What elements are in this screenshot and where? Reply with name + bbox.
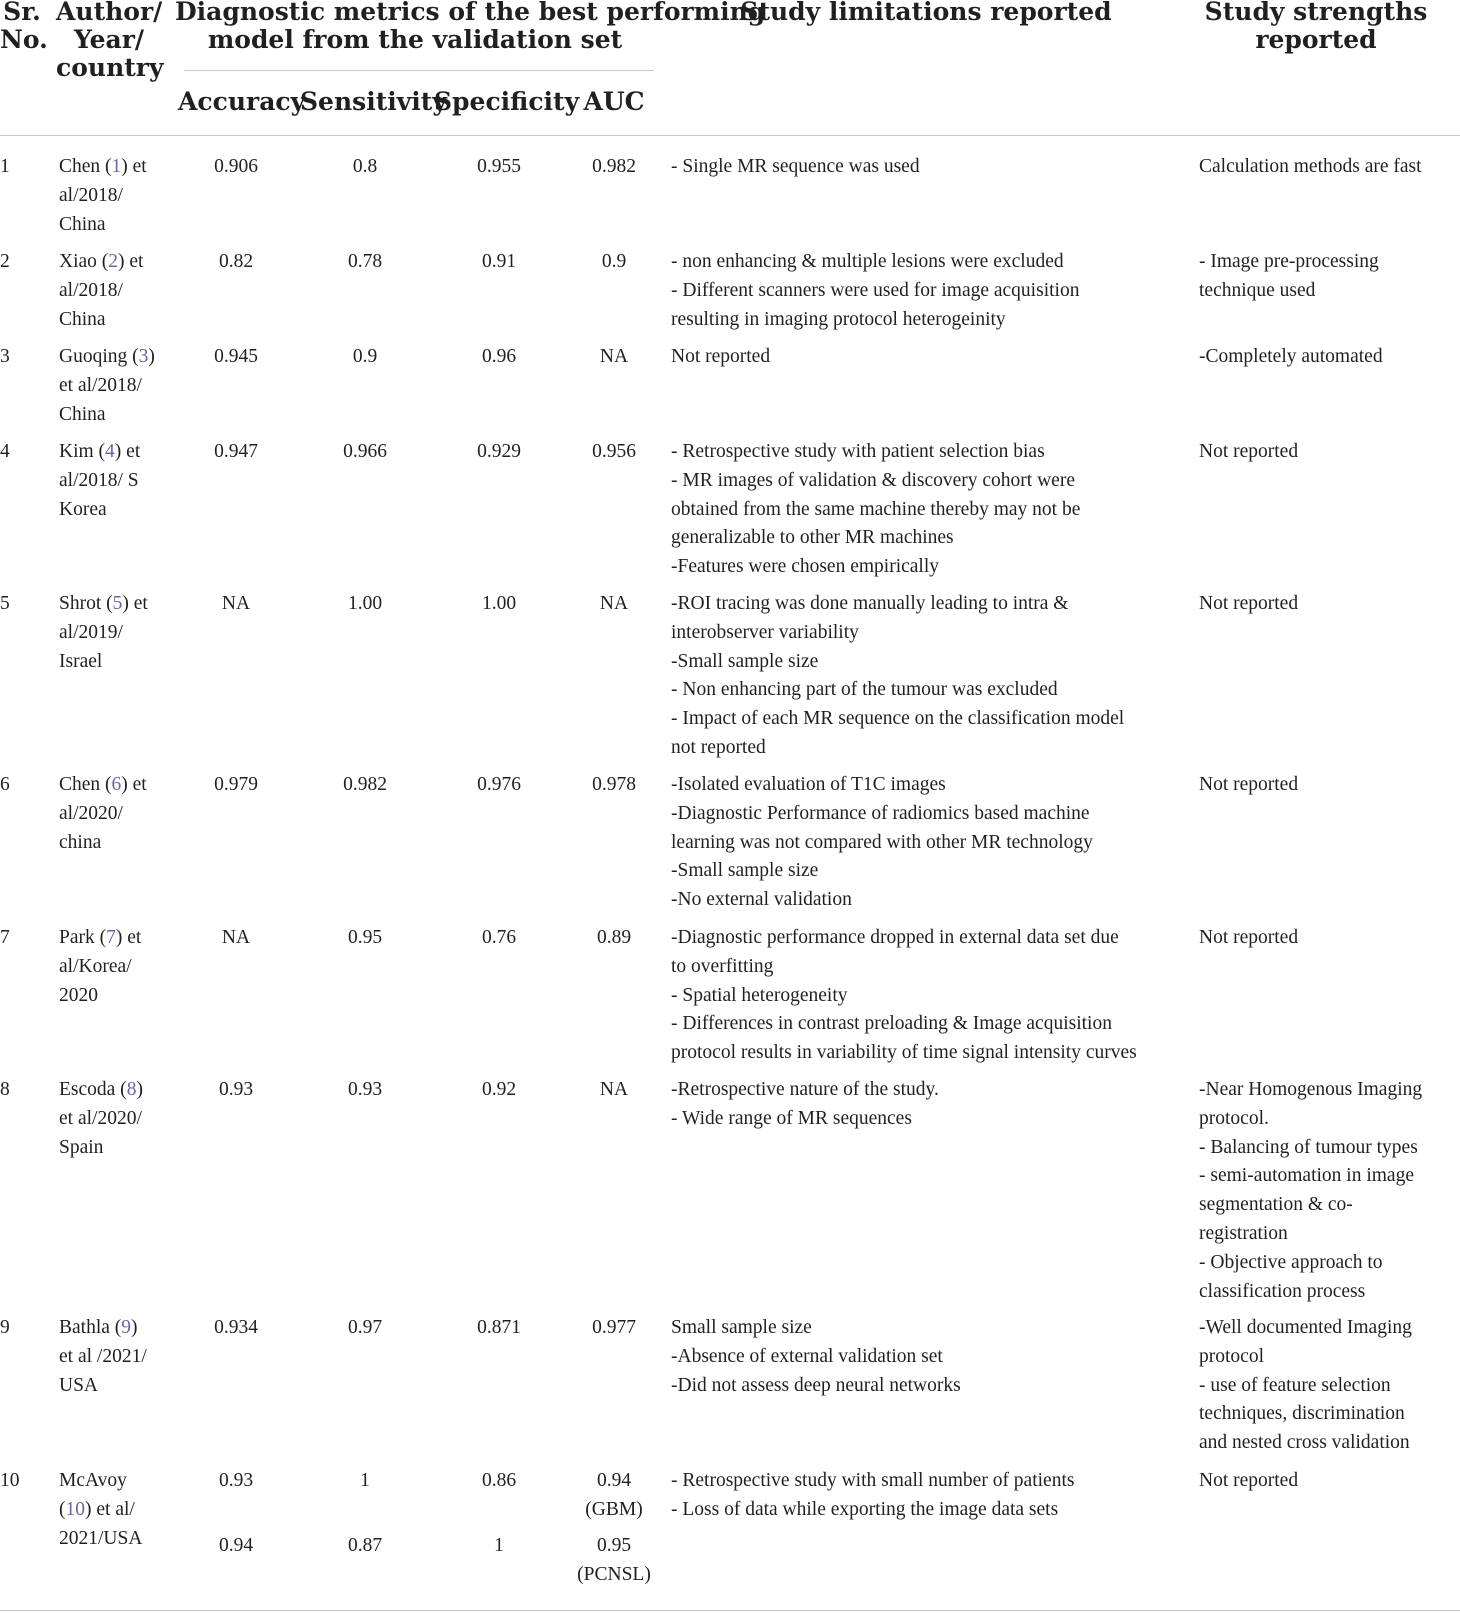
row-sensitivity bbox=[300, 924, 430, 953]
limitations-line: -Small sample size bbox=[671, 860, 819, 882]
row-specificity bbox=[434, 248, 564, 277]
row-limitations bbox=[671, 1467, 1191, 1525]
row-accuracy bbox=[176, 924, 296, 953]
strengths-line: Not reported bbox=[1199, 927, 1299, 948]
strengths-line: techniques, discrimination bbox=[1199, 1403, 1405, 1425]
author-text: ) et bbox=[121, 156, 147, 177]
row-auc bbox=[568, 248, 660, 277]
accuracy-value-line: 0.906 bbox=[214, 156, 258, 177]
limitations-line: -Small sample size bbox=[671, 650, 819, 672]
author-text: Guoqing ( bbox=[59, 346, 139, 367]
author-text: Shrot ( bbox=[59, 593, 113, 614]
author-text: Bathla ( bbox=[59, 1317, 122, 1338]
author-text: Escoda ( bbox=[59, 1079, 127, 1100]
row-sensitivity bbox=[300, 343, 430, 372]
strengths-line: and nested cross validation bbox=[1199, 1432, 1410, 1454]
auc-value-line: (PCNSL) bbox=[577, 1563, 651, 1585]
row-limitations bbox=[671, 771, 1191, 915]
table-bottom-rule bbox=[0, 1610, 1460, 1611]
author-text: China bbox=[59, 308, 106, 330]
specificity-value-line: 0.91 bbox=[481, 251, 517, 272]
row-author bbox=[59, 153, 179, 239]
row-limitations bbox=[671, 248, 1191, 334]
author-text: Kim ( bbox=[59, 441, 106, 462]
strengths-line: - Balancing of tumour types bbox=[1199, 1136, 1418, 1158]
row-auc bbox=[568, 343, 660, 372]
header-group-line: Diagnostic metrics of the best performing bbox=[175, 0, 766, 26]
author-text: ) et bbox=[118, 251, 144, 272]
author-text: ) et bbox=[114, 441, 141, 462]
row-sr-number: 7 bbox=[0, 927, 10, 948]
header-specificity: Specificity bbox=[434, 87, 580, 116]
row-author bbox=[59, 924, 179, 1010]
row-sensitivity bbox=[300, 1076, 430, 1105]
reference-link[interactable]: 1 bbox=[111, 156, 122, 177]
limitations-line: - Non enhancing part of the tumour was excluded bbox=[671, 679, 1058, 701]
author-line bbox=[59, 153, 179, 182]
author-text: USA bbox=[59, 1374, 99, 1396]
auc-value-line: 0.977 bbox=[592, 1317, 636, 1338]
header-author-line: Author/ bbox=[56, 0, 163, 26]
author-line bbox=[59, 1314, 179, 1343]
author-line bbox=[59, 953, 179, 982]
accuracy-value-line: 0.93 bbox=[218, 1470, 254, 1491]
row-accuracy bbox=[176, 590, 296, 619]
header-author-line: country bbox=[56, 53, 164, 82]
specificity-value-line: 0.76 bbox=[481, 927, 517, 948]
row-sr-number: 8 bbox=[0, 1079, 10, 1100]
author-text: Park ( bbox=[59, 927, 107, 948]
accuracy-value-line: 0.93 bbox=[218, 1079, 254, 1100]
author-text: Korea bbox=[59, 498, 107, 520]
row-author bbox=[59, 1467, 179, 1553]
author-line bbox=[59, 372, 179, 401]
author-line bbox=[59, 277, 179, 306]
author-text: et al/2018/ bbox=[59, 374, 142, 396]
row-specificity bbox=[434, 771, 564, 800]
specificity-value-line: 0.929 bbox=[477, 441, 521, 462]
header-group-line: model from the validation set bbox=[207, 25, 623, 54]
sensitivity-value-line: 1 bbox=[360, 1470, 370, 1491]
limitations-line: interobserver variability bbox=[671, 621, 859, 643]
strengths-line: protocol. bbox=[1199, 1107, 1269, 1129]
author-text: al/Korea/ bbox=[59, 955, 132, 977]
author-text: 2020 bbox=[59, 984, 98, 1006]
author-line bbox=[59, 771, 179, 800]
strengths-line: Not reported bbox=[1199, 774, 1299, 795]
row-strengths bbox=[1199, 248, 1454, 306]
row-auc bbox=[568, 590, 660, 619]
row-sr-number: 10 bbox=[0, 1470, 20, 1491]
accuracy-value-line: 0.934 bbox=[214, 1317, 258, 1338]
accuracy-value-line: NA bbox=[221, 593, 251, 614]
limitations-line: - Loss of data while exporting the image data sets bbox=[671, 1498, 1059, 1520]
author-text: Xiao ( bbox=[59, 251, 109, 272]
row-sensitivity bbox=[300, 590, 430, 619]
row-sensitivity bbox=[300, 1314, 430, 1343]
limitations-line: - Retrospective study with small number of patients bbox=[671, 1470, 1075, 1491]
author-text: China bbox=[59, 403, 106, 425]
header-sr-no-line: No. bbox=[0, 25, 48, 54]
strengths-line: Calculation methods are fast bbox=[1199, 156, 1422, 177]
sensitivity-value-line: 0.78 bbox=[347, 251, 383, 272]
row-accuracy bbox=[176, 1076, 296, 1105]
row-sr-number: 9 bbox=[0, 1317, 10, 1338]
strengths-line: -Well documented Imaging bbox=[1199, 1317, 1412, 1338]
specificity-value-line: 0.871 bbox=[477, 1317, 521, 1338]
author-text: ) et bbox=[121, 774, 147, 795]
limitations-line: -Absence of external validation set bbox=[671, 1345, 943, 1367]
author-line bbox=[59, 1076, 179, 1105]
limitations-line: - non enhancing & multiple lesions were excluded bbox=[671, 251, 1064, 272]
row-auc bbox=[568, 924, 660, 953]
strengths-line: Not reported bbox=[1199, 1470, 1299, 1491]
row-limitations bbox=[671, 1076, 1191, 1134]
specificity-value-line: 0.976 bbox=[477, 774, 521, 795]
row-strengths bbox=[1199, 343, 1454, 372]
accuracy-value-line: 0.82 bbox=[218, 251, 254, 272]
row-author bbox=[59, 1076, 179, 1162]
limitations-line: to overfitting bbox=[671, 955, 774, 977]
row-specificity bbox=[434, 1076, 564, 1105]
auc-value-line: 0.9 bbox=[601, 251, 627, 272]
sensitivity-value-line: 0.95 bbox=[347, 927, 383, 948]
author-line bbox=[59, 496, 179, 525]
author-line bbox=[59, 1372, 179, 1401]
strengths-line: -Completely automated bbox=[1199, 346, 1383, 367]
row-sensitivity bbox=[300, 153, 430, 182]
limitations-line: - Impact of each MR sequence on the classification model bbox=[671, 708, 1125, 730]
sensitivity-value-line: 0.93 bbox=[347, 1079, 383, 1100]
specificity-value-line: 0.86 bbox=[481, 1470, 517, 1491]
accuracy-value-line: 0.94 bbox=[218, 1534, 254, 1556]
limitations-line: not reported bbox=[671, 736, 766, 758]
author-text: ) et bbox=[115, 927, 142, 948]
specificity-value-line: 1 bbox=[494, 1534, 504, 1556]
author-line bbox=[59, 1134, 179, 1163]
auc-value-line: NA bbox=[599, 593, 629, 614]
reference-link[interactable]: 3 bbox=[138, 346, 149, 367]
row-strengths bbox=[1199, 1076, 1454, 1306]
author-line bbox=[59, 1525, 179, 1554]
limitations-line: - Retrospective study with patient selection bias bbox=[671, 441, 1045, 462]
reference-link[interactable]: 5 bbox=[112, 593, 123, 614]
header-auc: AUC bbox=[583, 87, 645, 116]
auc-value-line: (GBM) bbox=[585, 1498, 643, 1520]
strengths-line: Not reported bbox=[1199, 441, 1299, 462]
sensitivity-value-line: 0.982 bbox=[343, 774, 387, 795]
strengths-line: Not reported bbox=[1199, 593, 1299, 614]
strengths-line: - Image pre-processing bbox=[1199, 251, 1379, 272]
reference-link[interactable]: 10 bbox=[65, 1498, 85, 1520]
author-text: ( bbox=[59, 1498, 66, 1520]
row-sr-number: 6 bbox=[0, 774, 10, 795]
row-auc bbox=[568, 153, 660, 182]
row-strengths bbox=[1199, 438, 1454, 467]
author-line bbox=[59, 438, 179, 467]
limitations-line: - Different scanners were used for image acquisition bbox=[671, 279, 1080, 301]
strengths-line: classification process bbox=[1199, 1280, 1366, 1302]
accuracy-value-line: 0.979 bbox=[214, 774, 258, 795]
author-text: al/2018/ bbox=[59, 184, 123, 206]
sensitivity-value-line: 0.97 bbox=[347, 1317, 383, 1338]
row-sr-number: 3 bbox=[0, 346, 10, 367]
limitations-line: -Features were chosen empirically bbox=[671, 556, 940, 578]
author-line bbox=[59, 1496, 179, 1525]
reference-link[interactable]: 9 bbox=[121, 1317, 132, 1338]
row-specificity bbox=[434, 590, 564, 619]
accuracy-value-line: 0.947 bbox=[214, 441, 258, 462]
row-sensitivity bbox=[300, 438, 430, 467]
reference-link[interactable]: 4 bbox=[105, 441, 115, 462]
row-author bbox=[59, 343, 179, 429]
row-auc bbox=[568, 1314, 660, 1343]
row-specificity bbox=[434, 1314, 564, 1343]
sensitivity-value-line: 0.87 bbox=[347, 1534, 383, 1556]
row-specificity bbox=[434, 343, 564, 372]
row-limitations bbox=[671, 590, 1191, 763]
limitations-line: Not reported bbox=[671, 346, 771, 367]
limitations-line: obtained from the same machine thereby may not be bbox=[671, 498, 1081, 520]
author-line bbox=[59, 182, 179, 211]
reference-link[interactable]: 8 bbox=[126, 1079, 137, 1100]
row-author bbox=[59, 438, 179, 524]
row-limitations bbox=[671, 1314, 1191, 1400]
limitations-line: - Wide range of MR sequences bbox=[671, 1107, 912, 1129]
specificity-value-line: 0.955 bbox=[477, 156, 521, 177]
header-accuracy: Accuracy bbox=[178, 87, 306, 116]
limitations-line: - Differences in contrast preloading & Image acquisition bbox=[671, 1013, 1112, 1035]
row-sensitivity bbox=[300, 771, 430, 800]
author-text: Spain bbox=[59, 1136, 104, 1158]
author-text: Chen ( bbox=[59, 156, 112, 177]
author-text: ) et al/ bbox=[85, 1498, 135, 1520]
row-strengths bbox=[1199, 1314, 1454, 1458]
auc-value-line: 0.95 bbox=[596, 1534, 632, 1556]
row-strengths bbox=[1199, 771, 1454, 800]
strengths-line: registration bbox=[1199, 1222, 1288, 1244]
row-accuracy bbox=[176, 438, 296, 467]
author-text: ) bbox=[148, 346, 155, 367]
sensitivity-value-line: 0.8 bbox=[352, 156, 378, 177]
author-text: ) bbox=[131, 1317, 138, 1338]
reference-link[interactable]: 2 bbox=[108, 251, 119, 272]
author-line bbox=[59, 467, 179, 496]
specificity-value-line: 1.00 bbox=[481, 593, 517, 614]
row-specificity bbox=[434, 924, 564, 953]
limitations-line: -Retrospective nature of the study. bbox=[671, 1079, 939, 1100]
author-line bbox=[59, 1343, 179, 1372]
row-author bbox=[59, 771, 179, 857]
limitations-line: -Did not assess deep neural networks bbox=[671, 1374, 961, 1396]
author-text: McAvoy bbox=[59, 1470, 127, 1491]
auc-value-line: 0.978 bbox=[592, 774, 636, 795]
row-author bbox=[59, 1314, 179, 1400]
author-line bbox=[59, 248, 179, 277]
author-text: ) bbox=[136, 1079, 143, 1100]
limitations-line: -Diagnostic Performance of radiomics based machine bbox=[671, 802, 1090, 824]
author-text: china bbox=[59, 831, 102, 853]
limitations-line: resulting in imaging protocol heterogeinity bbox=[671, 308, 1006, 330]
reference-link[interactable]: 7 bbox=[106, 927, 116, 948]
author-text: et al/2020/ bbox=[59, 1107, 142, 1129]
accuracy-value-line: NA bbox=[221, 927, 251, 948]
author-line bbox=[59, 924, 179, 953]
reference-link[interactable]: 6 bbox=[111, 774, 122, 795]
row-strengths bbox=[1199, 924, 1454, 953]
row-limitations bbox=[671, 153, 1191, 182]
sensitivity-value-line: 1.00 bbox=[347, 593, 383, 614]
auc-value-line: 0.89 bbox=[596, 927, 632, 948]
row-accuracy bbox=[176, 153, 296, 182]
author-text: al/2020/ bbox=[59, 802, 123, 824]
strengths-line: technique used bbox=[1199, 279, 1316, 301]
strengths-line: -Near Homogenous Imaging bbox=[1199, 1079, 1423, 1100]
row-sr-number: 4 bbox=[0, 441, 10, 462]
row-sr-number: 2 bbox=[0, 251, 10, 272]
row-strengths bbox=[1199, 153, 1454, 182]
strengths-line: segmentation & co- bbox=[1199, 1194, 1353, 1216]
row-author bbox=[59, 590, 179, 676]
author-line bbox=[59, 648, 179, 677]
auc-value-line: NA bbox=[599, 346, 629, 367]
limitations-line: learning was not compared with other MR technology bbox=[671, 831, 1093, 853]
row-strengths bbox=[1199, 1467, 1454, 1496]
author-line bbox=[59, 211, 179, 240]
row-accuracy bbox=[176, 1314, 296, 1343]
limitations-line: Small sample size bbox=[671, 1317, 812, 1338]
row-accuracy bbox=[176, 771, 296, 800]
author-line bbox=[59, 343, 179, 372]
row-specificity bbox=[434, 438, 564, 467]
row-strengths bbox=[1199, 590, 1454, 619]
row-auc bbox=[568, 1076, 660, 1105]
limitations-line: generalizable to other MR machines bbox=[671, 527, 954, 549]
limitations-line: protocol results in variability of time signal intensity curves bbox=[671, 1042, 1137, 1064]
author-text: al/2018/ bbox=[59, 279, 123, 301]
specificity-value-line: 0.96 bbox=[481, 346, 517, 367]
row-auc bbox=[568, 771, 660, 800]
row-limitations bbox=[671, 343, 1191, 372]
author-text: et al /2021/ bbox=[59, 1345, 147, 1367]
header-strengths-line: Study strengths bbox=[1204, 0, 1428, 26]
specificity-value-line: 0.92 bbox=[481, 1079, 517, 1100]
row-sr-number: 1 bbox=[0, 156, 10, 177]
row-sensitivity bbox=[300, 248, 430, 277]
limitations-line: -No external validation bbox=[671, 889, 852, 911]
auc-value-line: 0.956 bbox=[592, 441, 636, 462]
row-specificity bbox=[434, 153, 564, 182]
header-sr-no-line: Sr. bbox=[3, 0, 41, 26]
author-line bbox=[59, 800, 179, 829]
row-limitations bbox=[671, 924, 1191, 1068]
sensitivity-value-line: 0.966 bbox=[343, 441, 387, 462]
row-sr-number: 5 bbox=[0, 593, 10, 614]
header-limitations: Study limitations reported bbox=[740, 0, 1112, 26]
author-line bbox=[59, 590, 179, 619]
auc-value-line: 0.982 bbox=[592, 156, 636, 177]
author-text: Chen ( bbox=[59, 774, 112, 795]
author-text: al/2018/ S bbox=[59, 469, 139, 491]
strengths-line: - Objective approach to bbox=[1199, 1251, 1383, 1273]
row-accuracy bbox=[176, 248, 296, 277]
row-author bbox=[59, 248, 179, 334]
header-author-line: Year/ bbox=[73, 25, 145, 54]
author-line bbox=[59, 1467, 179, 1496]
row-accuracy bbox=[176, 343, 296, 372]
limitations-line: -Isolated evaluation of T1C images bbox=[671, 774, 946, 795]
author-line bbox=[59, 982, 179, 1011]
limitations-line: -ROI tracing was done manually leading to intra & bbox=[671, 593, 1069, 614]
author-text: ) et bbox=[122, 593, 148, 614]
strengths-line: - use of feature selection bbox=[1199, 1374, 1391, 1396]
author-text: China bbox=[59, 213, 106, 235]
strengths-line: - semi-automation in image bbox=[1199, 1165, 1414, 1187]
header-sensitivity: Sensitivity bbox=[300, 87, 447, 116]
author-text: 2021/USA bbox=[59, 1527, 143, 1549]
limitations-line: - Spatial heterogeneity bbox=[671, 984, 848, 1006]
limitations-line: -Diagnostic performance dropped in external data set due bbox=[671, 927, 1119, 948]
row-auc bbox=[568, 438, 660, 467]
auc-value-line: 0.94 bbox=[596, 1470, 632, 1491]
author-line bbox=[59, 1105, 179, 1134]
author-text: al/2019/ bbox=[59, 621, 123, 643]
auc-value-line: NA bbox=[599, 1079, 629, 1100]
limitations-line: - MR images of validation & discovery cohort were bbox=[671, 469, 1075, 491]
author-line bbox=[59, 401, 179, 430]
author-line bbox=[59, 619, 179, 648]
sensitivity-value-line: 0.9 bbox=[352, 346, 378, 367]
row-limitations bbox=[671, 438, 1191, 582]
limitations-line: - Single MR sequence was used bbox=[671, 156, 920, 177]
strengths-line: protocol bbox=[1199, 1345, 1264, 1367]
accuracy-value-line: 0.945 bbox=[214, 346, 258, 367]
header-strengths-line: reported bbox=[1255, 25, 1377, 54]
author-text: Israel bbox=[59, 650, 103, 672]
author-line bbox=[59, 829, 179, 858]
author-line bbox=[59, 306, 179, 335]
